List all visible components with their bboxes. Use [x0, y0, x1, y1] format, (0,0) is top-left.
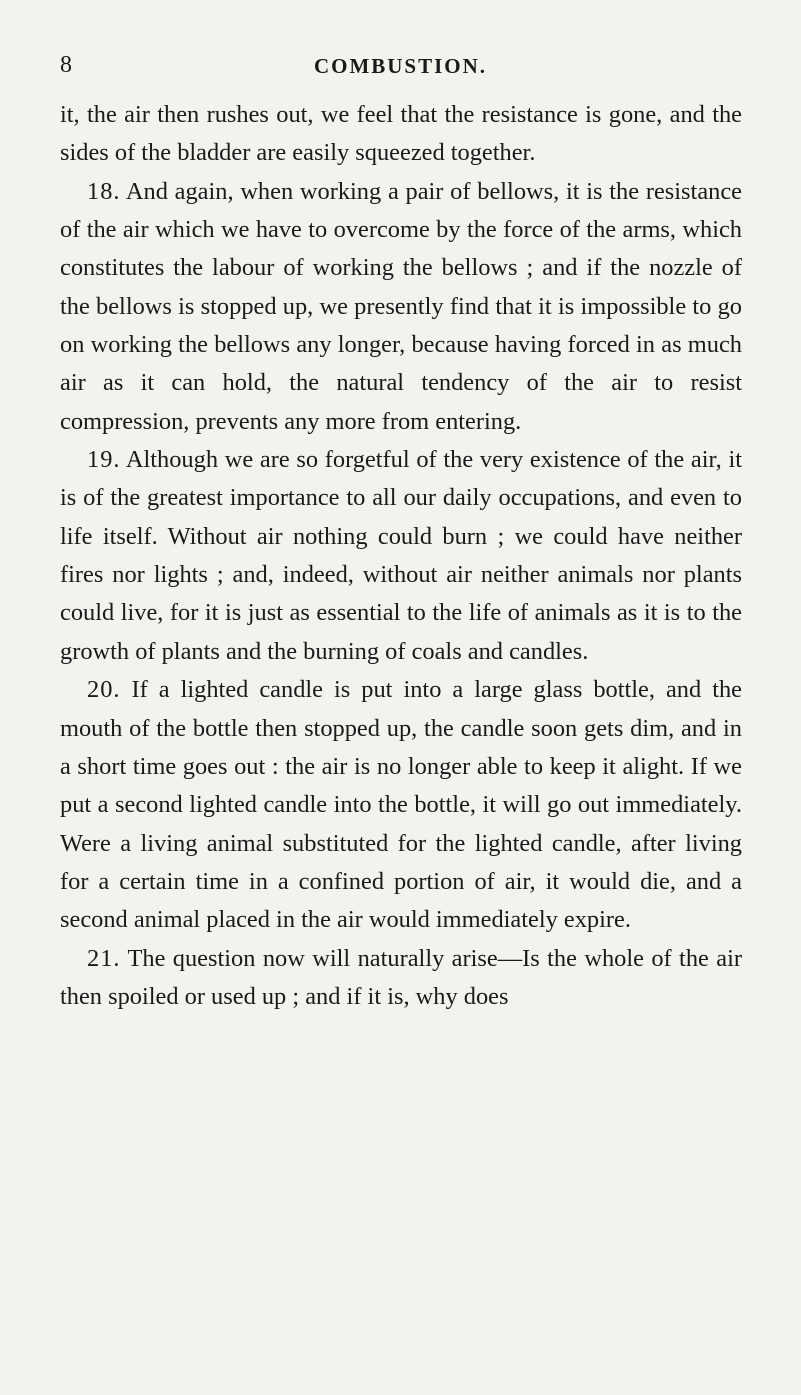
paragraph-18	[60, 173, 742, 441]
paragraph-19	[60, 441, 742, 671]
paragraph-continuation	[60, 96, 742, 173]
paragraph-number: 21.	[87, 944, 121, 972]
page-header	[60, 52, 741, 84]
paragraph-20	[60, 671, 742, 939]
body-text	[60, 96, 742, 1016]
paragraph-number: 18.	[87, 177, 121, 205]
paragraph-text: The question now will naturally arise—Is the whole of the air then spoiled or used up ; and if it is, why does	[60, 944, 742, 1010]
paragraph-text: Although we are so forgetful of the very existence of the air, it is of the greatest importance to all our daily occupations, and even to life itself. Without air nothing could burn ; we could have neither fires nor lights ; and, indeed, without air neither animals nor plants could live, for it is just as essential to the life of animals as it is to the growth of plants and the burning of coals and candles.	[60, 446, 742, 665]
paragraph-text: If a lighted candle is put into a large glass bottle, and the mouth of the bottle then stopped up, the candle soon gets dim, and in a short time goes out : the air is no longer able to keep it alight. If we put a second lighted candle into the bottle, it will go out immediately. Were a living animal substituted for the lighted candle, after living for a certain time in a confined portion of air, it would die, and a second animal placed in the air would immediately expire.	[60, 676, 742, 934]
paragraph-number: 20.	[87, 676, 121, 704]
page-number: 8	[60, 52, 73, 78]
running-title: COMBUSTION.	[313, 54, 488, 78]
paragraph-21	[60, 940, 742, 1017]
paragraph-text: And again, when working a pair of bellows, it is the resistance of the air which we have to overcome by the force of the arms, which constitutes the labour of working the bellows ; and if the nozzle of the bellows is stopped up, we presently find that it is impossible to go on working the bellows any longer, because having forced in as much air as it can hold, the natural tendency of the air to resist compression, prevents any more from entering.	[60, 177, 742, 435]
paragraph-number: 19.	[87, 446, 121, 474]
paragraph-text: it, the air then rushes out, we feel that the resistance is gone, and the sides of the bladder are easily squeezed together.	[60, 101, 742, 167]
